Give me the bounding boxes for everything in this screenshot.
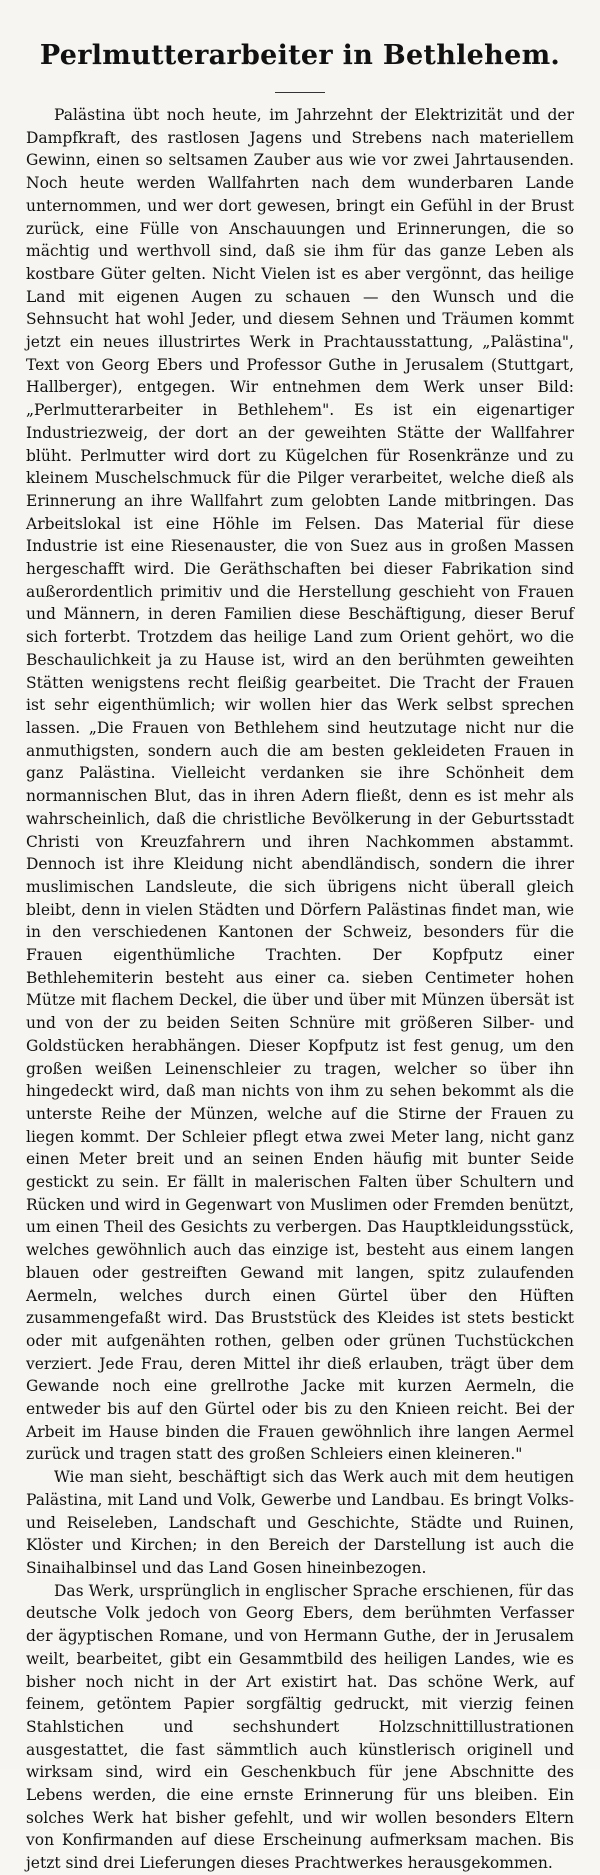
article-title: Perlmutterarbeiter in Bethlehem.: [39, 40, 561, 71]
article-body: [26, 104, 574, 1873]
paragraph-2: Wie man sieht, beschäftigt sich das Werk auch mit dem heutigen Palästina, mit Land und Volk, Gewerbe und Landbau. Es bringt Volks- und Reiseleben, Landschaft und Geschichte, Städte und Ruinen, Klöster und Kirchen; in den Bereich der Darstellung ist auch die Sinaihalbinsel und das Land Gosen hineinbezogen.: [26, 1468, 574, 1577]
paragraph-3: Das Werk, ursprünglich in englischer Sprache erschienen, für das deutsche Volk jedoch von Georg Ebers, dem berühmten Verfasser der ägyptischen Romane, und von Hermann Guthe, der in Jerusalem weilt, bearbeitet, gibt ein Gesammtbild des heiligen Landes, wie es bisher noch nicht in der Art existirt hat. Das schöne Werk, auf feinem, getöntem Papier sorgfältig gedruckt, mit vierzig feinen Stahlstichen und sechshundert Holzschnittillustrationen ausgestattet, die fast sämmtlich auch künstlerisch originell und wirksam sind, wird ein Geschenkbuch für jene Abschnitte des Lebens werden, die eine ernste Erinnerung für uns bleiben. Ein solches Werk hat bisher gefehlt, und wir wollen besonders Eltern von Konfirmanden auf diese Erscheinung aufmerksam machen. Bis jetzt sind drei Lieferungen dieses Prachtwerkes herausgekommen.: [26, 1581, 574, 1873]
paragraph-1: Palästina übt noch heute, im Jahrzehnt der Elektrizität und der Dampfkraft, des rastlosen Jagens und Strebens nach materiellem Gewinn, einen so seltsamen Zauber aus wie vor zwei Jahrtausenden. Noch heute werden Wallfahrten nach dem wunderbaren Lande unternommen, und wer dort gewesen, bringt ein Gefühl in der Brust zurück, eine Fülle von Anschauungen und Erinnerungen, die so mächtig und werthvoll sind, daß sie ihm für das ganze Leben als kostbare Güter gelten. Nicht Vielen ist es aber vergönnt, das heilige Land mit eigenen Augen zu schauen — den Wunsch und die Sehnsucht hat wohl Jeder, und diesem Sehnen und Träumen kommt jetzt ein neues illustrirtes Werk in Prachtausstattung, „Palästina", Text von Georg Ebers und Professor Guthe in Jerusalem (Stuttgart, Hallberger), entgegen. Wir entnehmen dem Werk unser Bild: „Perlmutterarbeiter in Bethlehem". Es ist ein eigenartiger Industriezweig, der dort an der geweihten Stätte der Wallfahrer blüht. Perlmutter wird dort zu Kügelchen für Rosenkränze und zu kleinem Muschelschmuck für die Pilger verarbeitet, welche dieß als Erinnerung an ihre Wallfahrt zum gelobten Lande mitbringen. Das Arbeitslokal ist eine Höhle im Felsen. Das Material für diese Industrie ist eine Riesenauster, die von Suez aus in großen Massen hergeschafft wird. Die Geräthschaften bei dieser Fabrikation sind außerordentlich primitiv und die Herstellung geschieht von Frauen und Männern, in deren Familien diese Beschäftigung, dieser Beruf sich forterbt. Trotzdem das heilige Land zum Orient gehört, wo die Beschaulichkeit ja zu Hause ist, wird an den berühmten geweihten Stätten wenigstens recht fleißig gearbeitet. Die Tracht der Frauen ist sehr eigenthümlich; wir wollen hier das Werk selbst sprechen lassen. „Die Frauen von Bethlehem sind heutzutage nicht nur die anmuthigsten, sondern auch die am besten gekleideten Frauen in ganz Palästina. Vielleicht verdanken sie ihre Schönheit dem normannischen Blut, das in ihren Adern fließt, denn es ist mehr als wahrscheinlich, daß die christliche Bevölkerung in der Geburtsstadt Christi von Kreuzfahrern und ihren Nachkommen abstammt. Dennoch ist ihre Kleidung nicht abendländisch, sondern die ihrer muslimischen Landsleute, die sich übrigens nicht überall gleich bleibt, denn in vielen Städten und Dörfern Palästinas findet man, wie in den verschiedenen Kantonen der Schweiz, besonders für die Frauen eigenthümliche Trachten. Der Kopfputz einer Bethlehemiterin besteht aus einer ca. sieben Centimeter hohen Mütze mit flachem Deckel, die über und über mit Münzen übersät ist und von der zu beiden Seiten Schnüre mit größeren Silber- und Goldstücken herabhängen. Dieser Kopfputz ist fest genug, um den großen weißen Leinenschleier zu tragen, welcher so über ihn hingedeckt wird, daß man nichts von ihm zu sehen bekommt als die unterste Reihe der Münzen, welche auf die Stirne der Frauen zu liegen kommt. Der Schleier pflegt etwa zwei Meter lang, nicht ganz einen Meter breit und an seinen Enden häufig mit bunter Seide gestickt zu sein. Er fällt in malerischen Falten über Schultern und Rücken und wird in Gegenwart von Muslimen oder Fremden benützt, um einen Theil des Gesichts zu verbergen. Das Hauptkleidungsstück, welches gewöhnlich auch das einzige ist, besteht aus einem langen blauen oder gestreiften Gewand mit langen, spitz zulaufenden Aermeln, welches durch einen Gürtel über den Hüften zusammengefaßt wird. Das Bruststück des Kleides ist stets bestickt oder mit aufgenähten rothen, gelben oder grünen Tuchstückchen verziert. Jede Frau, deren Mittel ihr dieß erlauben, trägt über dem Gewande noch eine grellrothe Jacke mit kurzen Aermeln, die entweder bis auf den Gürtel oder bis zu den Knieen reicht. Bei der Arbeit im Hause binden die Frauen gewöhnlich ihre langen Aermel zurück und tragen statt des großen Schleiers einen kleineren.": [26, 106, 574, 1464]
title-divider: [275, 92, 325, 93]
